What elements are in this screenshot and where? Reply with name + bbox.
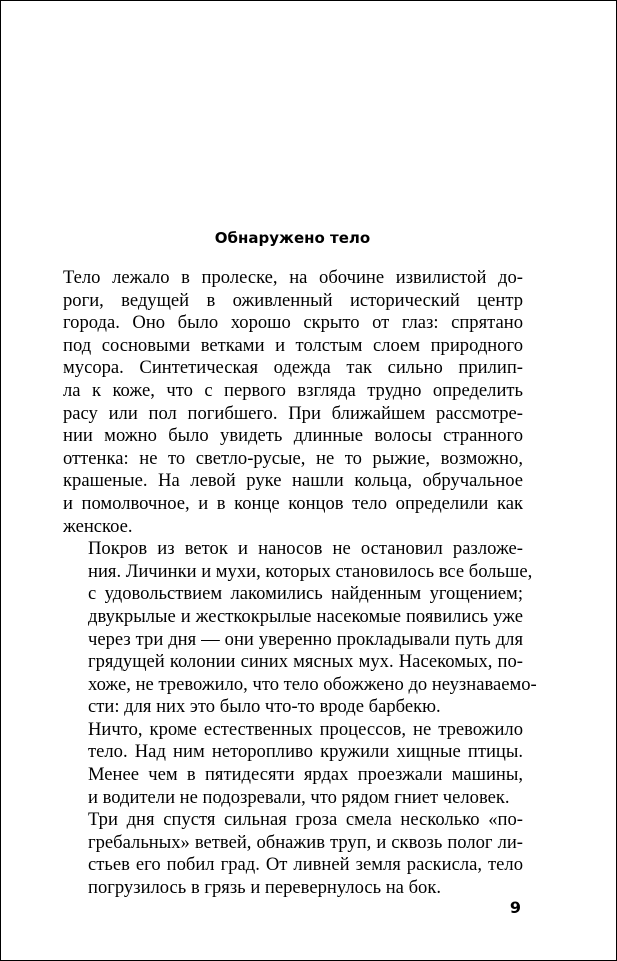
text-line: тело. Над ним неторопливо кружили хищные птицы. xyxy=(88,741,523,763)
text-line: женское. xyxy=(63,515,133,537)
text-line: стьев его побил град. От ливней земля раскисла, тело xyxy=(88,854,523,876)
text-line: сти: для них это было что-то вроде барбекю. xyxy=(88,696,441,718)
paragraph-4 xyxy=(63,809,523,899)
text-line: расу или пол погибшего. При ближайшем рассмотре- xyxy=(63,402,523,424)
text-line: роги, ведущей в оживленный исторический центр xyxy=(63,289,523,311)
text-line: Тело лежало в пролеске, на обочине извилистой до- xyxy=(63,267,523,288)
text-line: хоже, не тревожило, что тело обожжено до неузнаваемо- xyxy=(88,673,537,695)
text-line: через три дня — они уверенно прокладывали путь для xyxy=(88,628,523,650)
text-line: Покров из веток и наносов не остановил разложе- xyxy=(88,538,523,560)
text-line: мусора. Синтетическая одежда так сильно прилип- xyxy=(63,357,523,379)
paragraph-1 xyxy=(63,267,523,538)
text-line: под сосновыми ветками и толстым слоем природного xyxy=(63,334,523,356)
text-line: ния. Личинки и мухи, которых становилось все больше, xyxy=(88,560,533,582)
paragraph-3 xyxy=(63,719,523,809)
text-line: грядущей колонии синих мясных мух. Насекомых, по- xyxy=(88,651,523,673)
text-line: и помолвочное, и в конце концов тело определили как xyxy=(63,492,523,514)
text-line: Менее чем в пятидесяти ярдах проезжали машины, xyxy=(88,764,523,786)
text-line: города. Оно было хорошо скрыто от глаз: спрятано xyxy=(63,312,523,334)
body-text xyxy=(63,267,537,900)
text-line: погрузилось в грязь и перевернулось на бок. xyxy=(88,877,442,899)
text-line: Ничто, кроме естественных процессов, не тревожило xyxy=(88,718,523,740)
text-line: крашеные. На левой руке нашли кольца, обручальное xyxy=(63,470,523,492)
text-line: ла к коже, что с первого взгляда трудно определить xyxy=(63,379,523,401)
text-line: оттенка: не то светло-русые, не то рыжие, возможно, xyxy=(63,447,523,469)
paragraph-2 xyxy=(63,538,537,719)
page-number: 9 xyxy=(509,898,521,917)
chapter-title: Обнаружено тело xyxy=(214,229,371,247)
text-line: Три дня спустя сильная гроза смела несколько «по- xyxy=(88,809,523,831)
text-line: с удовольствием лакомились найденным угощением; xyxy=(88,583,523,605)
text-line: нии можно было увидеть длинные волосы странного xyxy=(63,425,523,447)
text-line: гребальных» ветвей, обнажив труп, и сквозь полог ли- xyxy=(88,831,523,853)
text-line: и водители не подозревали, что рядом гниет человек. xyxy=(88,786,510,808)
text-line: двукрылые и жесткокрылые насекомые появились уже xyxy=(88,605,523,627)
